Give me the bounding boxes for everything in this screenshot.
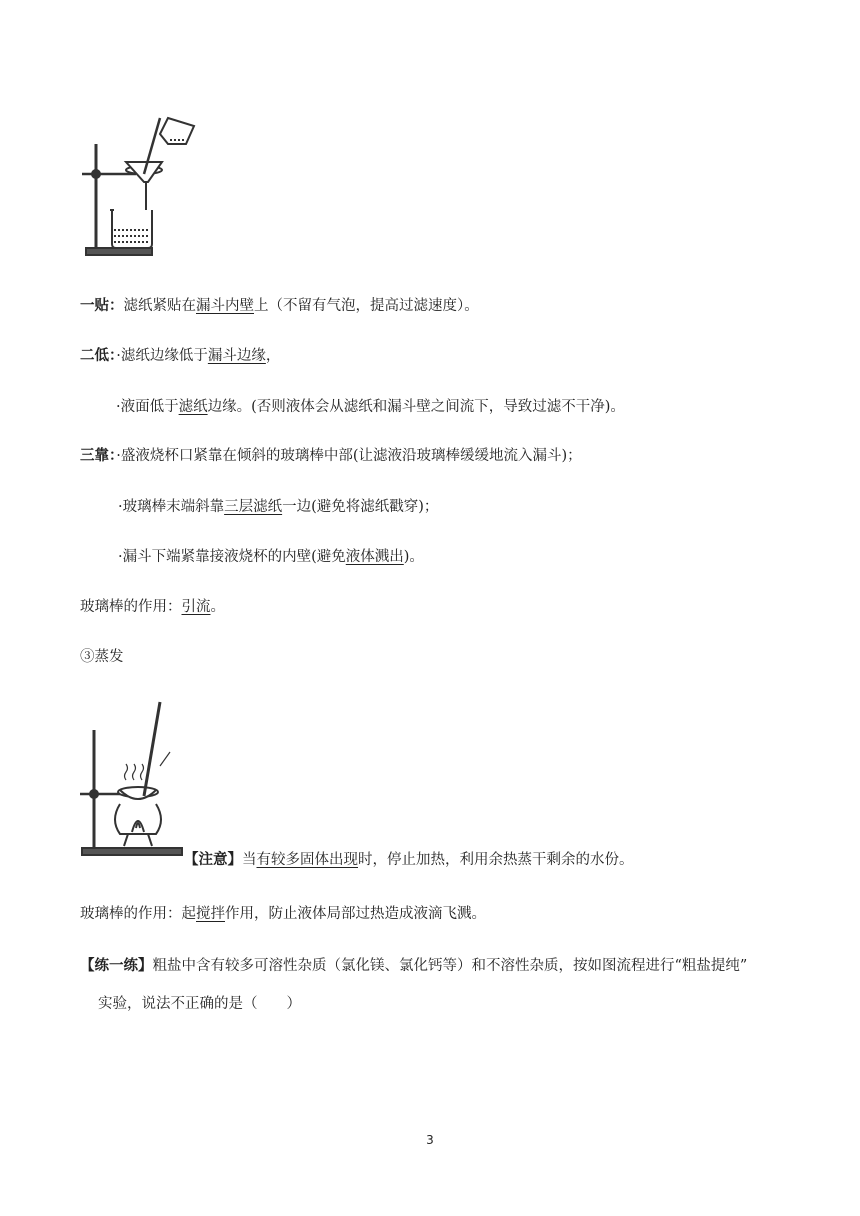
yitie-text: 滤纸紧贴在	[123, 298, 196, 314]
evap-rod-end: 作用，防止液体局部过热造成液滴飞溅。	[225, 906, 486, 922]
rod-role-end: 。	[210, 599, 225, 615]
erdi1-text: ·滤纸边缘低于	[116, 348, 208, 364]
sankao-label: 三靠：	[80, 447, 117, 464]
practice-text-1: 粗盐中含有较多可溶性杂质（氯化镁、氯化钙等）和不溶性杂质，按如图流程进行“粗盐提纯”	[152, 958, 748, 974]
rule-sankao-1	[80, 446, 582, 466]
sankao3-text: ·漏斗下端紧靠接液烧杯的内壁(避免	[118, 549, 346, 565]
sankao2-end: 一边(避免将滤纸戳穿)；	[282, 499, 439, 515]
yitie-text-end: 上（不留有气泡，提高过滤速度）。	[254, 298, 479, 314]
rule-yitie	[80, 296, 479, 316]
note-end: 时，停止加热，利用余热蒸干剩余的水份。	[358, 852, 634, 868]
sankao2-underlined: 三层滤纸	[224, 499, 283, 515]
erdi1-underlined: 漏斗边缘	[207, 348, 266, 364]
note-underlined: 有较多固体出现	[256, 852, 358, 868]
practice-line-2: 实验，说法不正确的是（ ）	[98, 996, 301, 1012]
rule-sankao-2	[118, 497, 438, 517]
note-text: 当	[242, 852, 257, 868]
filtration-rod-role	[80, 597, 225, 617]
practice-line-1	[80, 956, 747, 976]
evaporation-rod-role	[80, 904, 486, 924]
evap-rod-underlined: 搅拌	[196, 906, 225, 922]
yitie-underlined: 漏斗内壁	[196, 298, 254, 314]
filtration-apparatus-icon	[82, 112, 202, 260]
sankao3-underlined: 液体溅出	[345, 549, 404, 565]
erdi2-end: 边缘。(否则液体会从滤纸和漏斗壁之间流下，导致过滤不干净)。	[207, 399, 625, 415]
erdi2-underlined: 滤纸	[178, 399, 208, 415]
page-number: 3	[426, 1133, 434, 1147]
rule-erdi-1	[80, 346, 280, 366]
sankao3-end: )。	[403, 549, 424, 565]
erdi-label: 二低：	[80, 347, 117, 364]
sankao2-text: ·玻璃棒末端斜靠	[118, 499, 225, 515]
erdi1-end: ，	[265, 348, 281, 364]
evaporation-apparatus-icon	[80, 696, 184, 860]
note-label: 【注意】	[184, 851, 242, 868]
erdi2-text: ·液面低于	[116, 399, 179, 415]
evap-rod-text: 玻璃棒的作用：起	[80, 906, 196, 922]
evaporation-heading: ③蒸发	[80, 649, 124, 665]
rod-role-underlined: 引流	[181, 599, 211, 615]
rod-role-text: 玻璃棒的作用：	[80, 599, 182, 615]
sankao1-text: ·盛液烧杯口紧靠在倾斜的玻璃棒中部(让滤液沿玻璃棒缓缓地流入漏斗)；	[116, 448, 582, 464]
evaporation-note	[184, 850, 634, 870]
yitie-label: 一贴：	[80, 297, 124, 314]
practice-label: 【练一练】	[80, 957, 153, 974]
rule-sankao-3	[118, 547, 424, 567]
rule-erdi-2	[116, 397, 625, 417]
